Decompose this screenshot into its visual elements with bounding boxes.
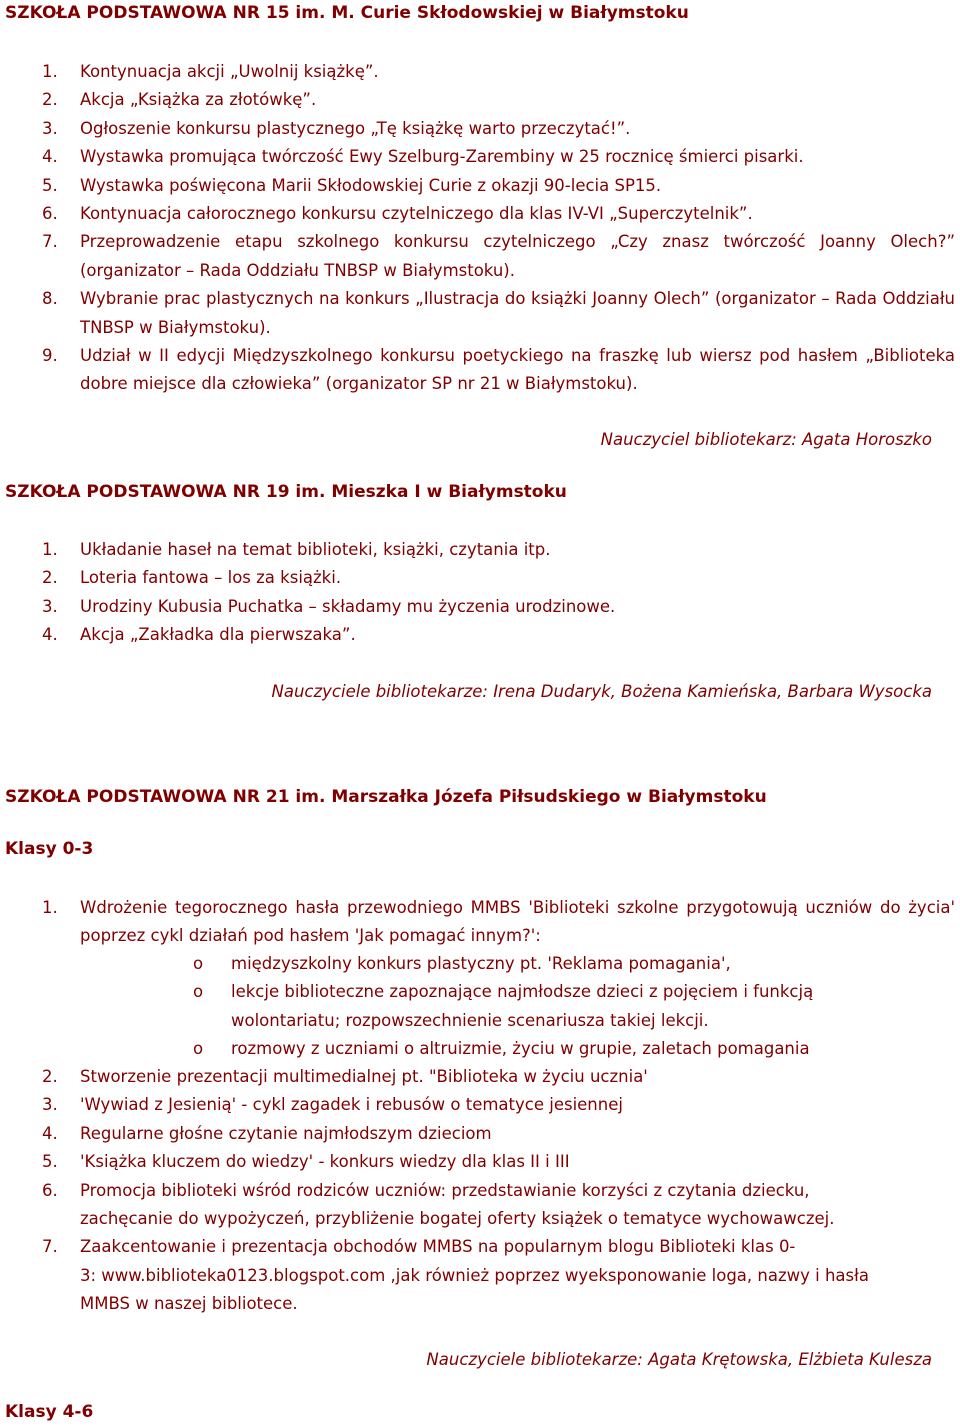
list-item: 5. Wystawka poświęcona Marii Skłodowskiej Curie z okazji 90-lecia SP15. <box>42 175 662 195</box>
list-item: 4. Wystawka promująca twórczość Ewy Szelburg-Zarembiny w 25 rocznicę śmierci pisarki. <box>42 147 804 167</box>
sp15-heading: SZKOŁA PODSTAWOWA NR 15 im. M. Curie Skłodowskiej w Białymstoku <box>5 3 689 23</box>
list-item: 3. Urodziny Kubusia Puchatka – składamy mu życzenia urodzinowe. <box>42 596 616 616</box>
list-item: 1. Wdrożenie tegorocznego hasła przewodniego MMBS 'Biblioteki szkolne przygotowują uczniów do życia' poprzez cykl działań pod hasłem 'Jak pomagać innym?': <box>42 898 955 946</box>
sp19-heading: SZKOŁA PODSTAWOWA NR 19 im. Mieszka I w Białymstoku <box>5 482 567 502</box>
list-item: 3. 'Wywiad z Jesienią' - cykl zagadek i rebusów o tematyce jesiennej <box>42 1095 623 1115</box>
sp21-signature: Nauczyciele bibliotekarze: Agata Krętowska, Elżbieta Kulesza <box>426 1350 932 1369</box>
sp21-subheading-2: Klasy 4-6 <box>5 1402 94 1422</box>
list-item: 2. Stworzenie prezentacji multimedialnej pt. "Biblioteka w życiu ucznia' <box>42 1067 648 1086</box>
sp21-list <box>0 894 955 951</box>
list-item: 1. Układanie haseł na temat biblioteki, książki, czytania itp. <box>42 540 551 559</box>
list-item: 7. Przeprowadzenie etapu szkolnego konkursu czytelniczego „Czy znasz twórczość Joanny Olech?” (organizator – Rada Oddziału TNBSP w Białymstoku). <box>42 232 955 280</box>
list-item: 4. Akcja „Zakładka dla pierwszaka”. <box>42 625 356 645</box>
list-item: 1. Kontynuacja akcji „Uwolnij książkę”. <box>42 62 379 81</box>
sub-list-item: o rozmowy z uczniami o altruizmie, życiu w grupie, zaletach pomagania <box>193 1039 810 1059</box>
list-item: 7. Zaakcentowanie i prezentacja obchodów MMBS na popularnym blogu Biblioteki klas 0- 3: www.biblioteka0123.blogspot.com ,jak również poprzez wyeksponowanie loga, nazwy i hasła MMBS w naszej bibliotece. <box>42 1237 869 1314</box>
list-item: 6. Promocja biblioteki wśród rodziców uczniów: przedstawianie korzyści z czytania dziecku, zachęcanie do wypożyczeń, przybliżenie bogatej oferty książek o tematyce wychowawczej. <box>42 1180 835 1229</box>
sub-list-item: o międzyszkolny konkurs plastyczny pt. 'Reklama pomagania', <box>193 954 731 973</box>
list-item: 8. Wybranie prac plastycznych na konkurs „Ilustracja do książki Joanny Olech” (organizator – Rada Oddziału TNBSP w Białymstoku). <box>42 289 955 337</box>
list-item: 9. Udział w II edycji Międzyszkolnego konkursu poetyckiego na fraszkę lub wiersz pod hasłem „Biblioteka dobre miejsce dla człowieka” (organizator SP nr 21 w Białymstoku). <box>42 346 955 394</box>
sp21-subheading: Klasy 0-3 <box>5 839 94 859</box>
list-item: 5. 'Książka kluczem do wiedzy' - konkurs wiedzy dla klas II i III <box>42 1152 570 1172</box>
list-item: 6. Kontynuacja całorocznego konkursu czytelniczego dla klas IV-VI „Superczytelnik”. <box>42 204 753 224</box>
sp19-signature: Nauczyciele bibliotekarze: Irena Dudaryk, Bożena Kamieńska, Barbara Wysocka <box>271 682 932 701</box>
sp19-list <box>0 536 955 650</box>
sp21-heading: SZKOŁA PODSTAWOWA NR 21 im. Marszałka Józefa Piłsudskiego w Białymstoku <box>5 787 767 807</box>
sp21-sublist <box>0 950 955 1064</box>
sp15-list <box>0 58 955 399</box>
sub-list-item: o lekcje biblioteczne zapoznające najmłodsze dzieci z pojęciem i funkcją wolontariatu; rozpowszechnienie scenariusza takiej lekcji. <box>193 982 814 1030</box>
list-item: 2. Akcja „Książka za złotówkę”. <box>42 90 317 110</box>
list-item: 3. Ogłoszenie konkursu plastycznego „Tę książkę warto przeczytać!”. <box>42 118 631 138</box>
sp15-signature: Nauczyciel bibliotekarz: Agata Horoszko <box>600 430 932 449</box>
list-item: 2. Loteria fantowa – los za książki. <box>42 568 342 588</box>
sp21-list-continued <box>0 1063 955 1319</box>
list-item: 4. Regularne głośne czytanie najmłodszym dzieciom <box>42 1123 492 1143</box>
